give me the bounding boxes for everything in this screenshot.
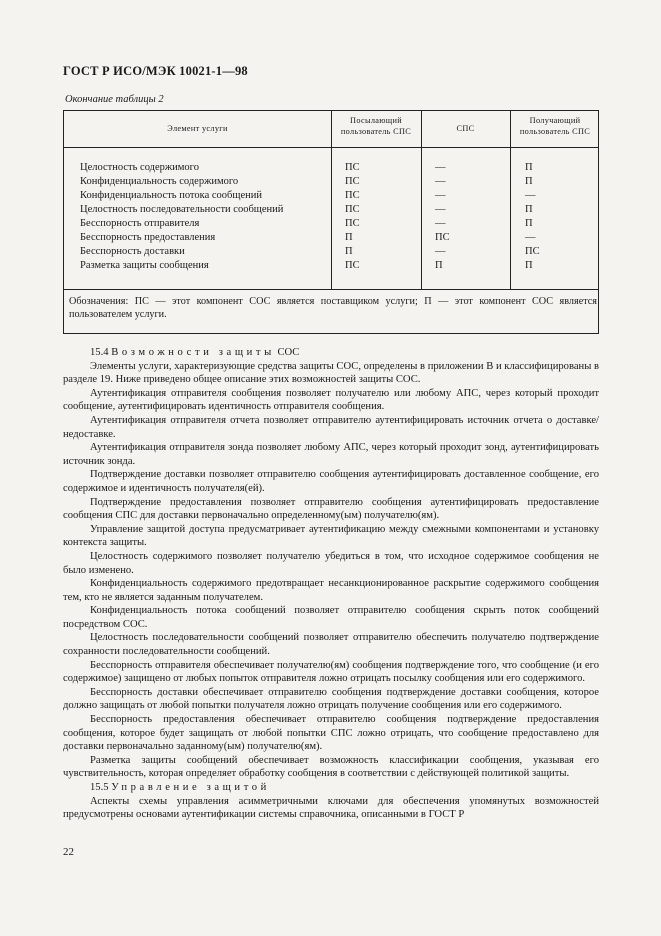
page-number: 22 <box>63 846 74 858</box>
table-row <box>64 245 598 259</box>
table-row <box>64 189 598 203</box>
table-row <box>64 231 598 245</box>
paragraph: Конфиденциальность содержимого предотвращает несанкционированное раскрытие содержимого сообщения тем, кто не является заданным получателем. <box>63 578 599 603</box>
col-header-sender <box>331 115 421 137</box>
cell-element: Конфиденциальность потока сообщений <box>80 190 262 201</box>
cell-sender: П <box>345 246 353 257</box>
table-row <box>64 217 598 231</box>
cell-sender: П <box>345 232 353 243</box>
section-heading-15-5 <box>63 781 599 795</box>
col-header-sender-line1: Посылающий <box>350 116 402 125</box>
paragraph: Подтверждение доставки позволяет отправителю сообщения аутентифицировать доставленное сообщение, его содержимое и идентичность получателя(ей). <box>63 469 599 494</box>
cell-sps: ПС <box>435 232 450 243</box>
paragraph: Аутентификация отправителя отчета позволяет отправителю аутентифицировать источник отчета о доставке/недоставке. <box>63 414 599 440</box>
cell-sender: ПС <box>345 204 360 215</box>
cell-element: Конфиденциальность содержимого <box>80 176 239 187</box>
cell-element: Разметка защиты сообщения <box>80 260 209 271</box>
cell-sps: — <box>435 176 446 187</box>
col-header-sender-line2: пользователь СПС <box>340 127 412 136</box>
paragraph: Конфиденциальность потока сообщений позволяет отправителю сообщения скрыть поток сообщений посредством СОС. <box>63 605 599 630</box>
legend-divider <box>64 289 598 290</box>
paragraph: Бесспорность отправителя обеспечивает получателю(ям) сообщения подтверждение того, что сообщение (и его содержимое) защищено от любых попыток отправителя ложно отрицать посылку сообщения или его содержимого. <box>63 659 599 685</box>
paragraph: Целостность последовательности сообщений позволяет отправителю обеспечить получателю подтверждение сохранности последовательности сообщений. <box>63 632 599 658</box>
cell-element: Бесспорность предоставления <box>80 232 216 243</box>
cell-sender: ПС <box>345 190 360 201</box>
cell-element: Целостность содержимого <box>80 162 199 173</box>
cell-receiver: — <box>525 232 536 243</box>
paragraph: Бесспорность предоставления обеспечивает отправителю сообщения подтверждение предоставления сообщения, которое будет защищать от любой попытки СПС ложно отрицать, что сообщение предоставлено для доставки первоначально заданному(ым) получателю(ям). <box>63 714 599 753</box>
section-heading-15-4 <box>63 346 599 360</box>
section-number: 15.4 <box>90 347 109 358</box>
cell-receiver: ПС <box>525 246 540 257</box>
cell-receiver: — <box>525 190 536 201</box>
table-caption: Окончание таблицы 2 <box>65 94 164 105</box>
paragraph: Подтверждение предоставления позволяет отправителю сообщения аутентифицировать предоставление сообщения СПС для доставки первоначально определенному(ым) получателю(ям). <box>63 496 599 522</box>
cell-receiver: П <box>525 204 533 215</box>
cell-element: Целостность последовательности сообщений <box>80 204 284 215</box>
table-legend: Обозначения: ПС — этот компонент СОС является поставщиком услуги; П — этот компонент СОС является пользователем услуги. <box>69 296 597 320</box>
cell-element: Бесспорность отправителя <box>80 218 200 229</box>
cell-sps: — <box>435 246 446 257</box>
paragraph: Аспекты схемы управления асимметричными ключами для обеспечения упомянутых возможностей предусмотрены основами аутентификации системы справочника, описанными в ГОСТ Р <box>63 795 599 821</box>
paragraph: Аутентификация отправителя сообщения позволяет получателю или любому АПС, через который проходит сообщение, аутентифицировать идентичность отправителя сообщения. <box>63 387 599 413</box>
col-header-receiver-line2: пользователь СПС <box>519 127 591 136</box>
paragraph: Разметка защиты сообщений обеспечивает возможность классификации сообщения, указывая его чувствительность, которая определяет обработку сообщения в соответствии с действующей политикой защиты. <box>63 754 599 780</box>
table-row <box>64 259 598 273</box>
cell-sender: ПС <box>345 162 360 173</box>
cell-sender: ПС <box>345 218 360 229</box>
section-number: 15.5 <box>90 782 109 793</box>
cell-sps: П <box>435 260 443 271</box>
services-table <box>63 110 599 334</box>
paragraph: Аутентификация отправителя зонда позволяет любому АПС, через который проходит зонд, аутентифицировать источник зонда. <box>63 442 599 467</box>
col-header-receiver <box>510 115 600 137</box>
cell-receiver: П <box>525 162 533 173</box>
header-divider <box>64 147 598 148</box>
col-header-element: Элемент услуги <box>167 124 228 133</box>
cell-sps: — <box>435 162 446 173</box>
document-header: ГОСТ Р ИСО/МЭК 10021-1—98 <box>63 64 248 78</box>
table-row <box>64 161 598 175</box>
paragraph: Целостность содержимого позволяет получателю убедиться в том, что исходное содержимое сообщения не было изменено. <box>63 550 599 576</box>
cell-sps: — <box>435 218 446 229</box>
cell-sps: — <box>435 204 446 215</box>
cell-sender: ПС <box>345 176 360 187</box>
section-title: Управление защитой <box>111 782 270 793</box>
cell-receiver: П <box>525 260 533 271</box>
col-header-receiver-line1: Получающий <box>529 116 581 125</box>
cell-receiver: П <box>525 176 533 187</box>
table-row <box>64 175 598 189</box>
cell-sps: — <box>435 190 446 201</box>
paragraph: Элементы услуги, характеризующие средства защиты СОС, определены в приложении В и классифицированы в разделе 19. Ниже приведено общее описание этих возможностей защиты СОС. <box>63 360 599 386</box>
table-row <box>64 203 598 217</box>
cell-element: Бесспорность доставки <box>80 246 185 257</box>
paragraph: Управление защитой доступа предусматривает аутентификацию между смежными компонентами и установку контекста защиты. <box>63 523 599 549</box>
cell-sender: ПС <box>345 260 360 271</box>
section-body <box>63 346 599 822</box>
section-title-suffix: СОС <box>277 347 300 358</box>
col-header-sps: СПС <box>456 124 475 133</box>
paragraph: Бесспорность доставки обеспечивает отправителю сообщения подтверждение доставки сообщения, которое должно защищать от любой попытки получателя ложно отрицать получение сообщения или его содержимого. <box>63 686 599 712</box>
cell-receiver: П <box>525 218 533 229</box>
section-title: Возможности защиты <box>111 347 275 358</box>
